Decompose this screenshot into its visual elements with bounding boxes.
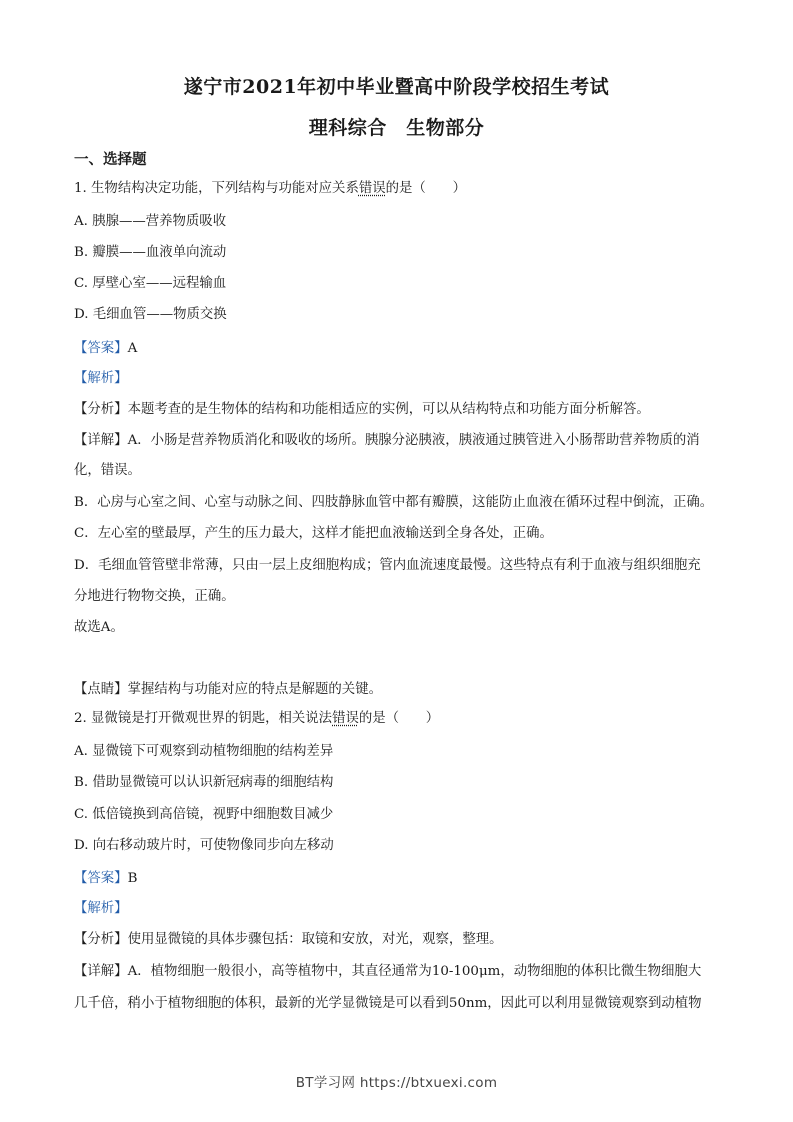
question-2-stem-emphasis: 错误 bbox=[332, 711, 359, 726]
question-1-stem-pre: 1. 生物结构决定功能，下列结构与功能对应关系 bbox=[74, 181, 359, 196]
question-1-stem-post: 的是（ ） bbox=[385, 181, 466, 196]
question-2-stem bbox=[74, 710, 734, 728]
question-1-option-b: B. 瓣膜——血液单向流动 bbox=[74, 245, 227, 260]
section-heading: 一、选择题 bbox=[74, 151, 147, 168]
question-2-answer bbox=[74, 870, 734, 888]
question-2-option-d: D. 向右移动玻片时，可使物像同步向左移动 bbox=[74, 838, 334, 853]
detail-text: A．小肠是营养物质消化和吸收的场所。胰腺分泌胰液，胰液通过胰管进入小肠帮助营养物质的消 bbox=[127, 433, 700, 448]
page-subtitle: 理科综合 生物部分 bbox=[308, 117, 485, 139]
question-1-stem bbox=[74, 180, 734, 198]
question-1-detail-b: B．心房与心室之间、心室与动脉之间、四肢静脉血管中都有瓣膜，这能防止血液在循环过程中倒流，正确。 bbox=[74, 495, 714, 510]
question-2-detail-a1 bbox=[74, 963, 734, 981]
question-1-option-d: D. 毛细血管——物质交换 bbox=[74, 307, 227, 322]
question-1-detail-c: C．左心室的壁最厚，产生的压力最大，这样才能把血液输送到全身各处，正确。 bbox=[74, 526, 553, 541]
fenxi-tag: 【分析】 bbox=[74, 932, 128, 947]
question-1-detail-d2: 分地进行物物交换，正确。 bbox=[74, 589, 235, 604]
question-1-detail-a2: 化，错误。 bbox=[74, 463, 141, 478]
question-1-option-c: C. 厚壁心室——远程输血 bbox=[74, 276, 227, 291]
footer-watermark: BT学习网 https://btxuexi.com bbox=[295, 1075, 498, 1091]
detail-tag: 【详解】 bbox=[74, 964, 128, 979]
question-1-answer bbox=[74, 340, 734, 358]
fenxi-text: 本题考查的是生物体的结构和功能相适应的实例，可以从结构特点和功能方面分析解答。 bbox=[127, 402, 650, 417]
question-1-stem-emphasis: 错误 bbox=[358, 181, 386, 196]
dianjing-text: 掌握结构与功能对应的特点是解题的关键。 bbox=[127, 682, 382, 697]
detail-text: A．植物细胞一般很小，高等植物中，其直径通常为10-100μm，动物细胞的体积比微生物细胞大 bbox=[127, 964, 702, 979]
question-2-fenxi bbox=[74, 931, 734, 949]
question-2-option-b: B. 借助显微镜可以认识新冠病毒的细胞结构 bbox=[74, 775, 334, 790]
answer-value: B bbox=[127, 871, 138, 886]
question-2-analysis-tag: 【解析】 bbox=[74, 901, 128, 916]
answer-tag: 【答案】 bbox=[74, 871, 128, 886]
page-title: 遂宁市2021年初中毕业暨高中阶段学校招生考试 bbox=[183, 76, 610, 98]
question-2-option-a: A. 显微镜下可观察到动植物细胞的结构差异 bbox=[74, 744, 334, 759]
question-1-option-a: A. 胰腺——营养物质吸收 bbox=[74, 214, 227, 229]
answer-tag: 【答案】 bbox=[74, 341, 128, 356]
question-1-dianjing bbox=[74, 681, 734, 699]
question-1-detail-d1: D．毛细血管管壁非常薄，只由一层上皮细胞构成；管内血流速度最慢。这些特点有利于血液与组织细胞充 bbox=[74, 558, 701, 573]
dianjing-tag: 【点睛】 bbox=[74, 682, 128, 697]
question-2-option-c: C. 低倍镜换到高倍镜，视野中细胞数目减少 bbox=[74, 807, 334, 822]
fenxi-text: 使用显微镜的具体步骤包括：取镜和安放，对光，观察，整理。 bbox=[127, 932, 503, 947]
question-1-analysis-tag: 【解析】 bbox=[74, 371, 128, 386]
question-1-detail-a1 bbox=[74, 432, 734, 450]
question-2-detail-a2: 几千倍，稍小于植物细胞的体积，最新的光学显微镜是可以看到50nm，因此可以利用显微镜观察到动植物 bbox=[74, 996, 702, 1011]
fenxi-tag: 【分析】 bbox=[74, 402, 128, 417]
detail-tag: 【详解】 bbox=[74, 433, 128, 448]
question-2-stem-pre: 2. 显微镜是打开微观世界的钥匙，相关说法 bbox=[74, 711, 333, 726]
question-1-fenxi bbox=[74, 401, 734, 419]
question-2-stem-post: 的是（ ） bbox=[358, 711, 440, 726]
answer-value: A bbox=[127, 341, 138, 356]
question-1-conclusion: 故选A。 bbox=[74, 620, 124, 635]
